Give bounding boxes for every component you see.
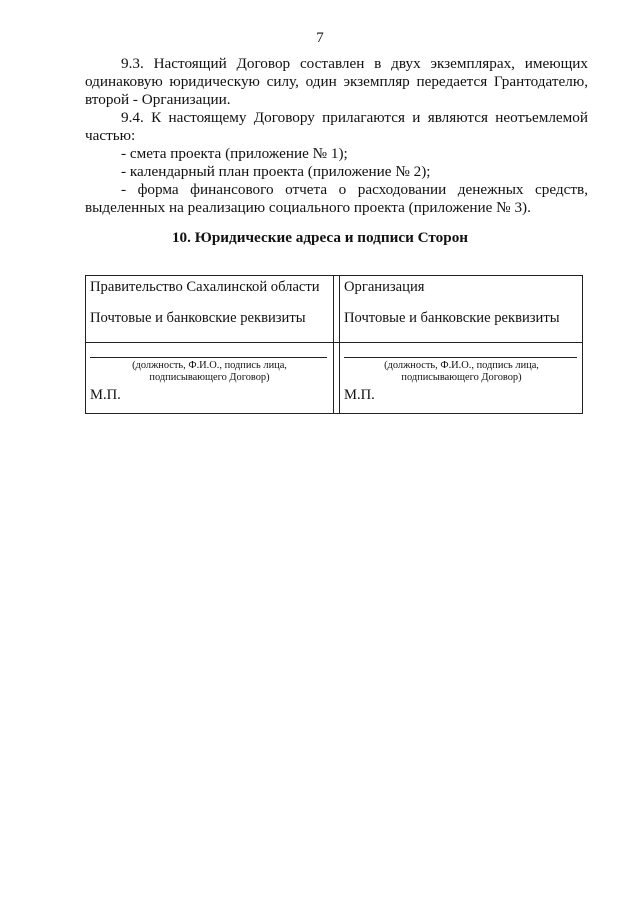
section-heading: 10. Юридические адреса и подписи Сторон — [171, 229, 469, 246]
stamp-label: М.П. — [344, 387, 375, 403]
attachment-item-2: - календарный план проекта (приложение № 2); — [121, 163, 431, 180]
column-divider — [333, 276, 334, 413]
signature-line — [344, 357, 577, 358]
party-requisites: Почтовые и банковские реквизиты — [90, 310, 306, 326]
clause-9-4: 9.4. К настоящему Договору прилагаются и являются неотъемлемой частью: — [85, 109, 588, 144]
signature-caption: (должность, Ф.И.О., подпись лица, подписывающего Договор) — [132, 360, 287, 383]
stamp-label: М.П. — [90, 387, 121, 403]
signature-cell-government — [86, 276, 333, 413]
party-requisites: Почтовые и банковские реквизиты — [344, 310, 560, 326]
signature-line — [90, 357, 327, 358]
page-number: 7 — [316, 30, 324, 46]
party-name: Правительство Сахалинской области — [90, 279, 320, 295]
attachment-item-3: - форма финансового отчета о расходовании денежных средств, выделенных на реализацию социального проекта (приложение № 3). — [85, 181, 588, 216]
party-name: Организация — [344, 279, 425, 295]
signature-table — [85, 275, 583, 414]
signature-caption: (должность, Ф.И.О., подпись лица, подписывающего Договор) — [384, 360, 539, 383]
attachment-item-1: - смета проекта (приложение № 1); — [121, 145, 348, 162]
clause-9-3: 9.3. Настоящий Договор составлен в двух экземплярах, имеющих одинаковую юридическую силу, один экземпляр передается Грантодателю, второй - Организации. — [85, 55, 588, 108]
signature-cell-organization — [340, 276, 583, 413]
